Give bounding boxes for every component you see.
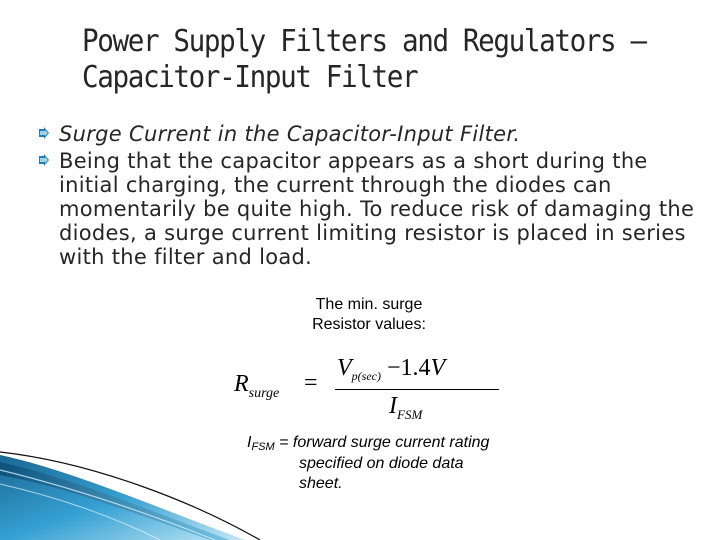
formula-equals: = (304, 370, 318, 396)
caption-line2: Resistor values: (312, 316, 426, 333)
bullet-text: Being that the capacitor appears as a short during the initial charging, the current through the diodes can momentarily be quite high. To reduce risk of damaging the diodes, a surge current limiting resistor is placed in series with the filter and load. (59, 149, 695, 269)
ifsm-definition-note (247, 433, 577, 494)
formula-den-var: I (389, 393, 397, 419)
formula-num-var: V (337, 355, 352, 381)
formula-num-constant: −1.4 (387, 355, 431, 381)
formula-numerator (337, 355, 445, 382)
formula-num-unit: V (430, 355, 446, 381)
formula-lhs (234, 371, 280, 401)
formula-denominator (389, 393, 422, 420)
fraction-bar (335, 389, 499, 390)
bullet-text: Surge Current in the Capacitor-Input Filter. (59, 122, 521, 146)
bullet-item-description (37, 149, 712, 269)
formula-lhs-subscript: surge (248, 386, 280, 401)
formula-num-subscript: p(sec) (351, 369, 381, 383)
surge-resistor-formula (232, 355, 512, 427)
slide-title-line1: Power Supply Filters and Regulators – (82, 24, 646, 59)
formula-num-op (381, 355, 445, 381)
note-line1: = forward surge current rating (274, 434, 490, 451)
formula-den-subscript: FSM (397, 407, 423, 422)
note-line3: sheet. (299, 475, 343, 492)
bullet-list (37, 122, 712, 269)
slide-title (82, 24, 708, 96)
slide-title-line2: Capacitor-Input Filter (82, 60, 418, 95)
note-var: I (247, 434, 252, 451)
bullet-marker-icon (37, 153, 51, 167)
bullet-item-surge-current (37, 122, 712, 146)
formula-lhs-var: R (234, 371, 249, 397)
note-line2: specified on diode data (299, 455, 464, 472)
formula-caption (294, 295, 444, 335)
caption-line1: The min. surge (315, 296, 423, 313)
note-subscript: FSM (251, 441, 275, 453)
bullet-marker-icon (37, 126, 51, 140)
